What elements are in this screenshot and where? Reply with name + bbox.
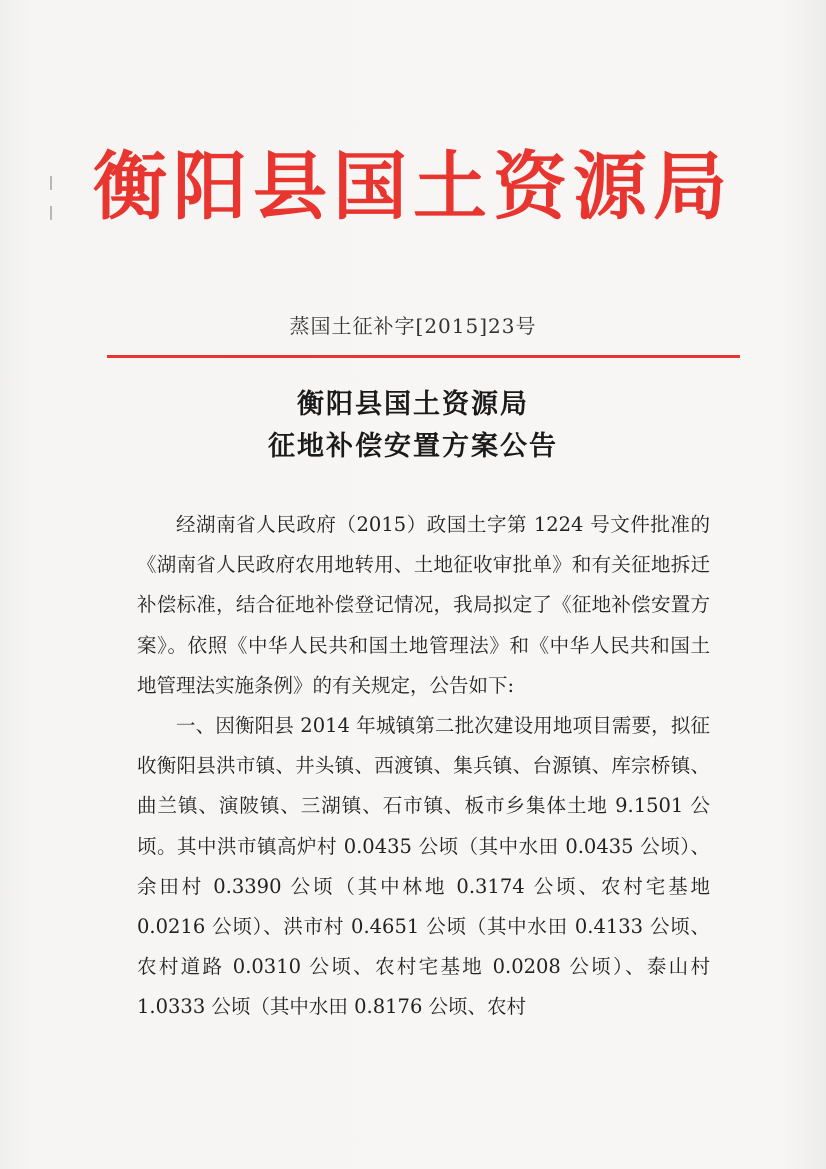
title-line-2: 征地补偿安置方案公告 (268, 431, 558, 462)
red-divider-line (107, 355, 740, 358)
document-number: 蒸国土征补字[2015]23号 (289, 314, 537, 338)
issuing-organization-header: 衡阳县国土资源局 (93, 144, 733, 230)
paragraph-intro: 经湖南省人民政府（2015）政国土字第 1224 号文件批准的《湖南省人民政府农用地转用、土地征收审批单》和有关征地拆迁补偿标准，结合征地补偿登记情况，我局拟定了《征地补偿安置方案》。依照《中华人民共和国土地管理法》和《中华人民共和国土地管理法实施条例》的有关规定，公告如下: (137, 513, 710, 697)
title-line-1: 衡阳县国土资源局 (297, 389, 529, 420)
paragraph-item-1: 一、因衡阳县 2014 年城镇第二批次建设用地项目需要，拟征收衡阳县洪市镇、井头镇、西渡镇、集兵镇、台源镇、库宗桥镇、曲兰镇、演陂镇、三湖镇、石市镇、板市乡集体土地 9.1501 公顷。其中洪市镇高炉村 0.0435 公顷（其中水田 0.0435 公顷）、余田村 0.3390 公顷（其中林地 0.3174 公顷、农村宅基地 0.0216 公顷）、洪市村 0.4651 公顷（其中水田 0.4133 公顷、农村道路 0.0310 公顷、农村宅基地 0.0208 公顷）、泰山村 1.0333 公顷（其中水田 0.8176 公顷、农村 (137, 714, 710, 1019)
body-text (137, 505, 710, 1028)
